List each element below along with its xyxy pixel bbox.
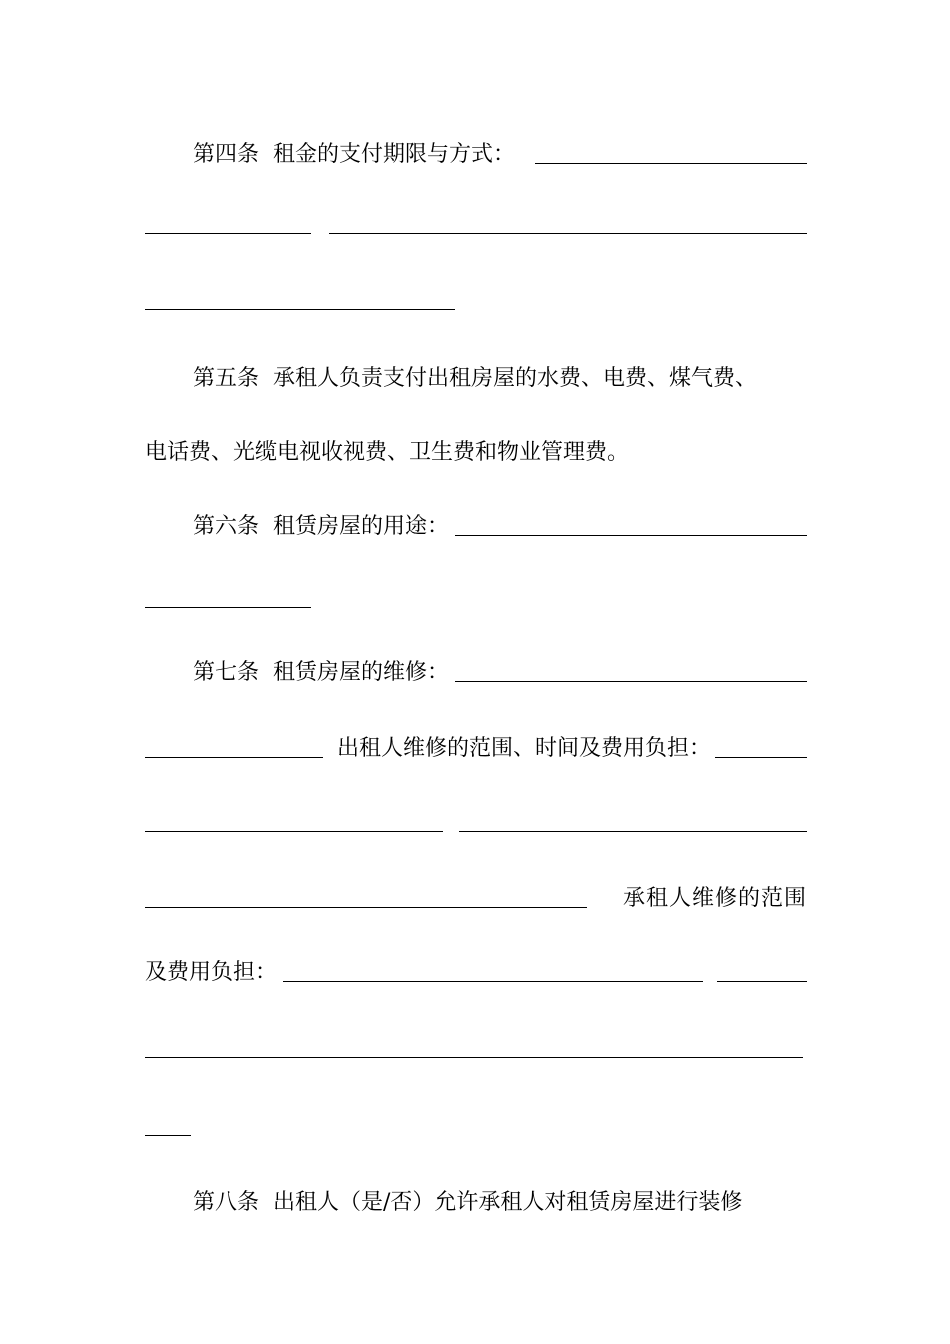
article-7-blank-1[interactable]: [455, 681, 807, 682]
article-7-text: 租赁房屋的维修：: [273, 660, 450, 685]
article-4-label: 第四条: [193, 142, 260, 167]
article-7-blank-5[interactable]: [459, 831, 807, 832]
article-8-label: 第八条: [193, 1190, 260, 1215]
article-7-line-3: [145, 796, 807, 836]
article-4-blank-4[interactable]: [145, 309, 455, 310]
article-6-line-1: [145, 500, 807, 540]
article-7-line-5: [145, 946, 807, 986]
article-8-text: 出租人（是/否）允许承租人对租赁房屋进行装修: [273, 1190, 743, 1215]
article-5-line-1: [145, 352, 807, 392]
article-6-text: 租赁房屋的用途：: [273, 514, 450, 539]
article-7-blank-7[interactable]: [283, 981, 703, 982]
article-5-line-2: [145, 426, 807, 466]
article-7-line-7: [145, 1100, 807, 1140]
article-4-blank-1[interactable]: [535, 163, 807, 164]
article-7-blank-10[interactable]: [145, 1135, 191, 1136]
article-7-landlord-scope: 出租人维修的范围、时间及费用负担：: [337, 736, 712, 761]
article-4-line-1: [145, 128, 807, 168]
article-4-line-3: [145, 274, 807, 314]
article-6-line-2: [145, 572, 807, 612]
article-7-blank-4[interactable]: [145, 831, 443, 832]
article-7-blank-8[interactable]: [717, 981, 807, 982]
article-4-line-2: [145, 198, 807, 238]
article-5-line-2-text: 电话费、光缆电视收视费、卫生费和物业管理费。: [145, 440, 630, 465]
article-5-label: 第五条: [193, 366, 260, 391]
article-6-label: 第六条: [193, 514, 260, 539]
article-7-line-6: [145, 1022, 807, 1062]
article-4-text: 租金的支付期限与方式：: [273, 142, 516, 167]
article-4-blank-2[interactable]: [145, 233, 311, 234]
article-7-blank-2[interactable]: [145, 757, 323, 758]
article-4-blank-3[interactable]: [329, 233, 807, 234]
article-7-tenant-scope-1: 承租人维修的范围: [622, 886, 807, 911]
article-7-line-1: [145, 646, 807, 686]
article-7-blank-3[interactable]: [715, 757, 807, 758]
article-7-tenant-scope-2: 及费用负担：: [145, 960, 278, 985]
article-6-blank-1[interactable]: [455, 535, 807, 536]
article-5-line-1-text: 承租人负责支付出租房屋的水费、电费、煤气费、: [273, 366, 758, 391]
article-7-label: 第七条: [193, 660, 260, 685]
article-7-line-2: [145, 722, 807, 762]
article-8-line-1: [145, 1176, 807, 1216]
article-7-blank-9[interactable]: [145, 1057, 803, 1058]
article-6-blank-2[interactable]: [145, 607, 311, 608]
article-7-line-4: [145, 872, 807, 912]
article-7-blank-6[interactable]: [145, 907, 587, 908]
